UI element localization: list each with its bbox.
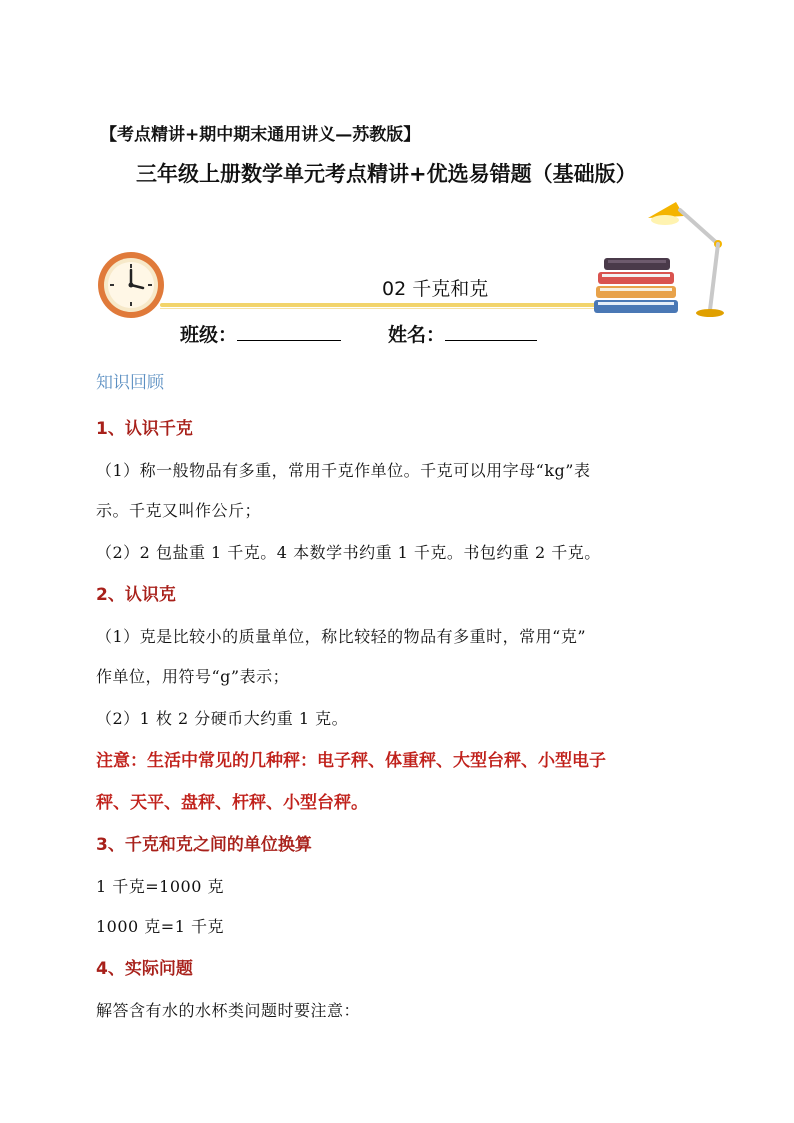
main-title: 三年级上册数学单元考点精讲+优选易错题（基础版）	[136, 162, 637, 186]
section-heading-4: 4、实际问题	[96, 959, 193, 979]
section-heading-1: 1、认识千克	[96, 419, 193, 439]
name-label: 姓名：	[388, 324, 446, 346]
section-label-review: 知识回顾	[96, 373, 164, 393]
clock-icon	[96, 250, 166, 320]
note-line-2: 秤、天平、盘秤、杆秤、小型台秤。	[96, 793, 368, 813]
series-tag: 【考点精讲+期中期末通用讲义—苏教版】	[100, 125, 421, 145]
paragraph-line: （1）称一般物品有多重，常用千克作单位。千克可以用字母“kg”表	[96, 461, 591, 480]
class-input-line[interactable]	[237, 322, 341, 341]
class-field	[180, 320, 341, 347]
banner-underline-shadow	[160, 308, 610, 309]
note-line-1: 注意：生活中常见的几种秤：电子秤、体重秤、大型台秤、小型电子	[96, 751, 606, 771]
conversion-line: 1000 克=1 千克	[96, 917, 224, 936]
banner-underline	[160, 303, 610, 307]
name-input-line[interactable]	[445, 322, 537, 341]
class-label: 班级：	[180, 324, 238, 346]
paragraph-line: （2）1 枚 2 分硬币大约重 1 克。	[96, 709, 349, 728]
books-icon	[588, 250, 688, 320]
paragraph-line: （1）克是比较小的质量单位，称比较轻的物品有多重时，常用“克”	[96, 627, 587, 646]
paragraph-line: （2）2 包盐重 1 千克。4 本数学书约重 1 千克。书包约重 2 千克。	[96, 543, 601, 562]
chapter-title: 02 千克和克	[382, 278, 489, 300]
section-heading-2: 2、认识克	[96, 585, 176, 605]
paragraph-line: 示。千克又叫作公斤；	[96, 501, 262, 520]
conversion-line: 1 千克=1000 克	[96, 877, 224, 896]
paragraph-line: 解答含有水的水杯类问题时要注意：	[96, 1001, 361, 1020]
name-field	[388, 320, 537, 347]
section-heading-3: 3、千克和克之间的单位换算	[96, 835, 312, 855]
paragraph-line: 作单位，用符号“g”表示；	[96, 667, 290, 686]
